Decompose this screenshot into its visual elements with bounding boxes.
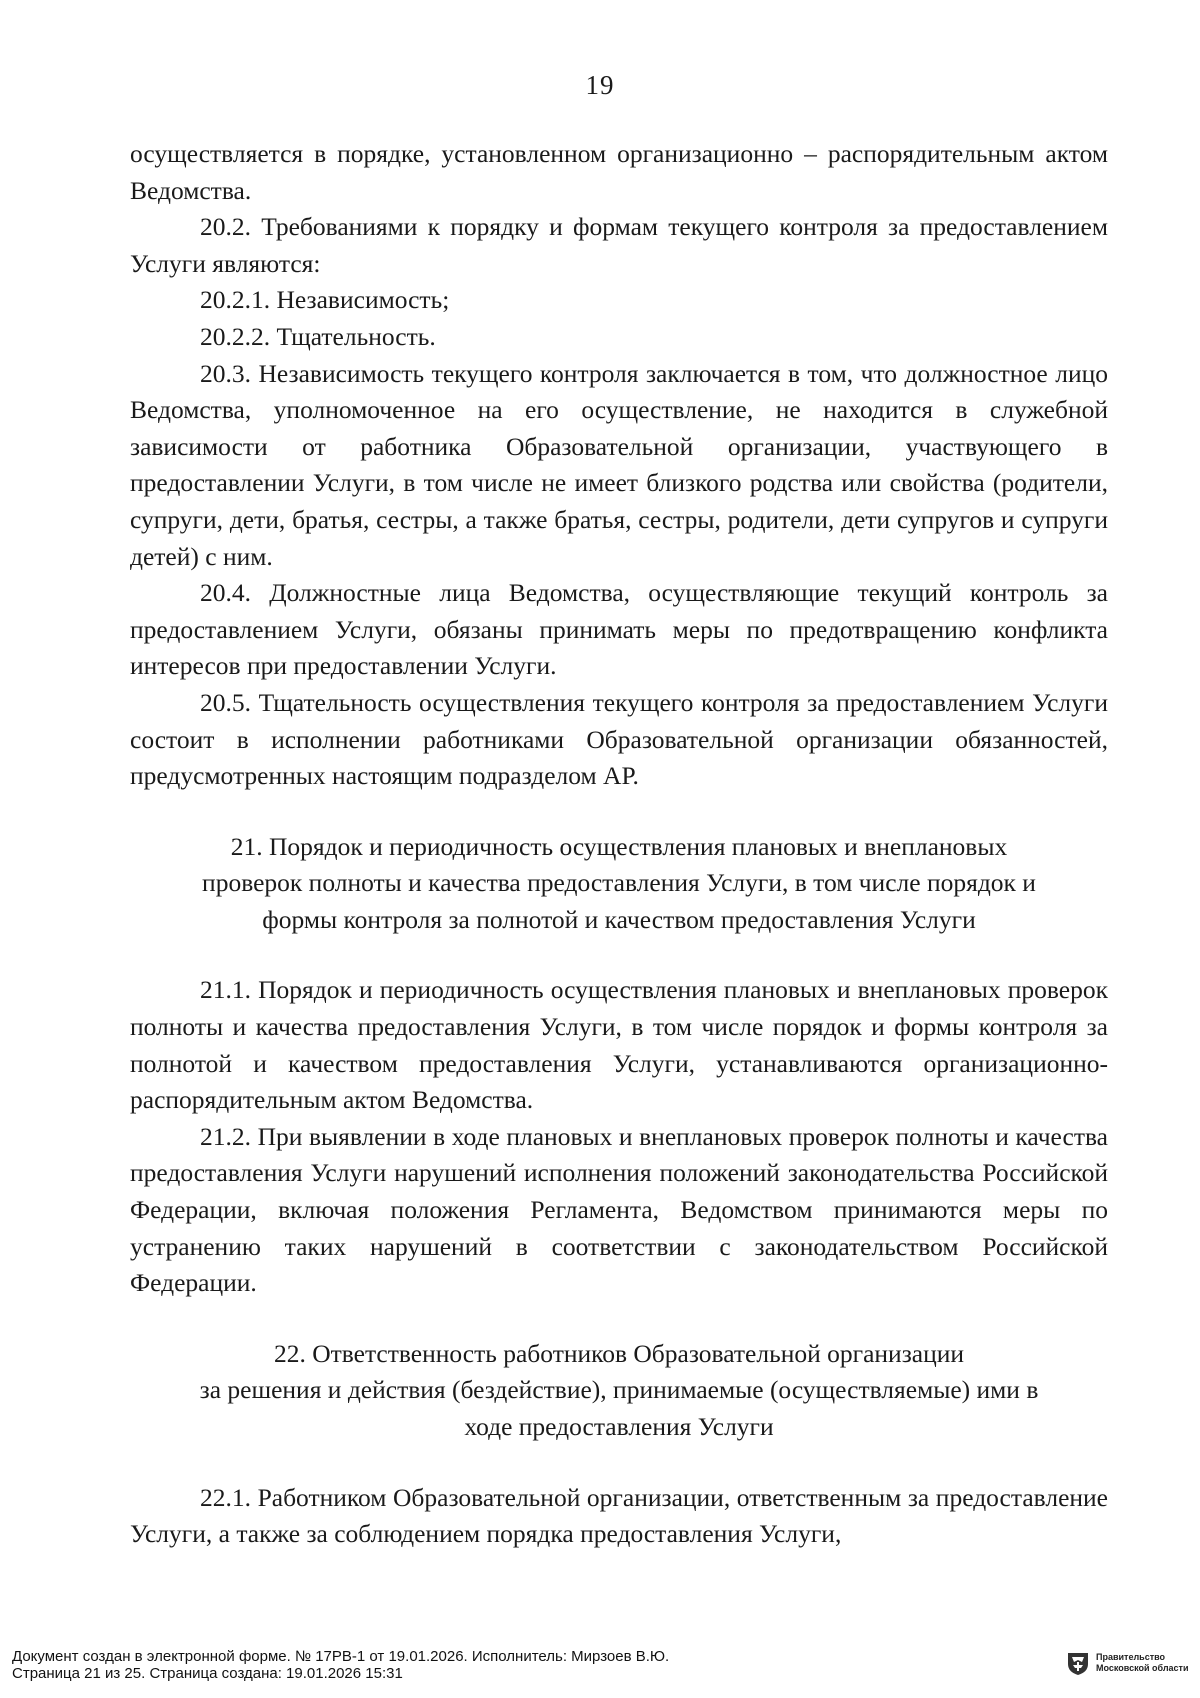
- document-body: [130, 136, 1108, 1553]
- logo-caption: [1096, 1652, 1189, 1674]
- heading-line: 22. Ответственность работников Образовательной организации: [273, 1338, 965, 1368]
- paragraph-20-2-1: 20.2.1. Независимость;: [200, 285, 450, 315]
- footer-line-page-info: Страница 21 из 25. Страница создана: 19.01.2026 15:31: [12, 1665, 403, 1682]
- footer-line-document-info: Документ создан в электронной форме. № 17РВ-1 от 19.01.2026. Исполнитель: Мирзоев В.Ю.: [12, 1648, 670, 1665]
- paragraph-20-3: 20.3. Независимость текущего контроля заключается в том, что должностное лицо Ведомства, уполномоченное на его осуществление, не находится в служебной зависимости от работника Образовательной организации, участвующего в предоставлении Услуги, в том числе не имеет близкого родства или свойства (родители, супруги, дети, братья, сестры, а также братья, сестры, родители, дети супругов и супруги детей) с ним.: [130, 358, 1108, 571]
- section-gap: [130, 938, 1108, 972]
- heading-line: 21. Порядок и периодичность осуществления плановых и внеплановых: [230, 831, 1008, 861]
- heading-line: проверок полноты и качества предоставления Услуги, в том числе порядок и: [202, 868, 1036, 898]
- section-heading-21: [130, 829, 1108, 939]
- logo-caption-line: Правительство: [1096, 1652, 1166, 1662]
- paragraph-22-1: 22.1. Работником Образовательной организации, ответственным за предоставление Услуги, а также за соблюдением порядка предоставления Услуги,: [130, 1482, 1108, 1549]
- paragraph-continuation: осуществляется в порядке, установленном организационно – распорядительным актом Ведомства.: [130, 139, 1108, 205]
- logo-caption-line: Московской области: [1096, 1663, 1189, 1673]
- section-gap: [130, 795, 1108, 829]
- paragraph-21-1: 21.1. Порядок и периодичность осуществления плановых и внеплановых проверок полноты и качества предоставления Услуги, в том числе порядок и формы контроля за полнотой и качеством предоставления Услуги, устанавливаются организационно-распорядительным актом Ведомства.: [130, 975, 1108, 1115]
- section-gap: [130, 1302, 1108, 1336]
- page-number: 19: [585, 70, 615, 100]
- section-heading-22: [130, 1336, 1108, 1446]
- heading-line: ходе предоставления Услуги: [464, 1412, 774, 1441]
- document-footer: [12, 1648, 669, 1682]
- paragraph-20-5: 20.5. Тщательность осуществления текущего контроля за предоставлением Услуги состоит в исполнении работниками Образовательной организации обязанностей, предусмотренных настоящим подразделом АР.: [130, 687, 1108, 791]
- heading-line: формы контроля за полнотой и качеством предоставления Услуги: [262, 904, 976, 934]
- paragraph-20-2: 20.2. Требованиями к порядку и формам текущего контроля за предоставлением Услуги являются:: [130, 212, 1108, 278]
- section-gap: [130, 1446, 1108, 1480]
- government-logo: [1066, 1650, 1189, 1676]
- paragraph-20-2-2: 20.2.2. Тщательность.: [200, 321, 436, 351]
- heading-line: за решения и действия (бездействие), принимаемые (осуществляемые) ими в: [199, 1375, 1039, 1405]
- paragraph-21-2: 21.2. При выявлении в ходе плановых и внеплановых проверок полноты и качества предоставления Услуги нарушений исполнения положений законодательства Российской Федерации, включая положения Регламента, Ведомством принимаются меры по устранению таких нарушений в соответствии с законодательством Российской Федерации.: [130, 1121, 1108, 1298]
- coat-of-arms-icon: [1066, 1650, 1090, 1676]
- paragraph-20-4: 20.4. Должностные лица Ведомства, осуществляющие текущий контроль за предоставлением Услуги, обязаны принимать меры по предотвращению конфликта интересов при предоставлении Услуги.: [130, 578, 1108, 681]
